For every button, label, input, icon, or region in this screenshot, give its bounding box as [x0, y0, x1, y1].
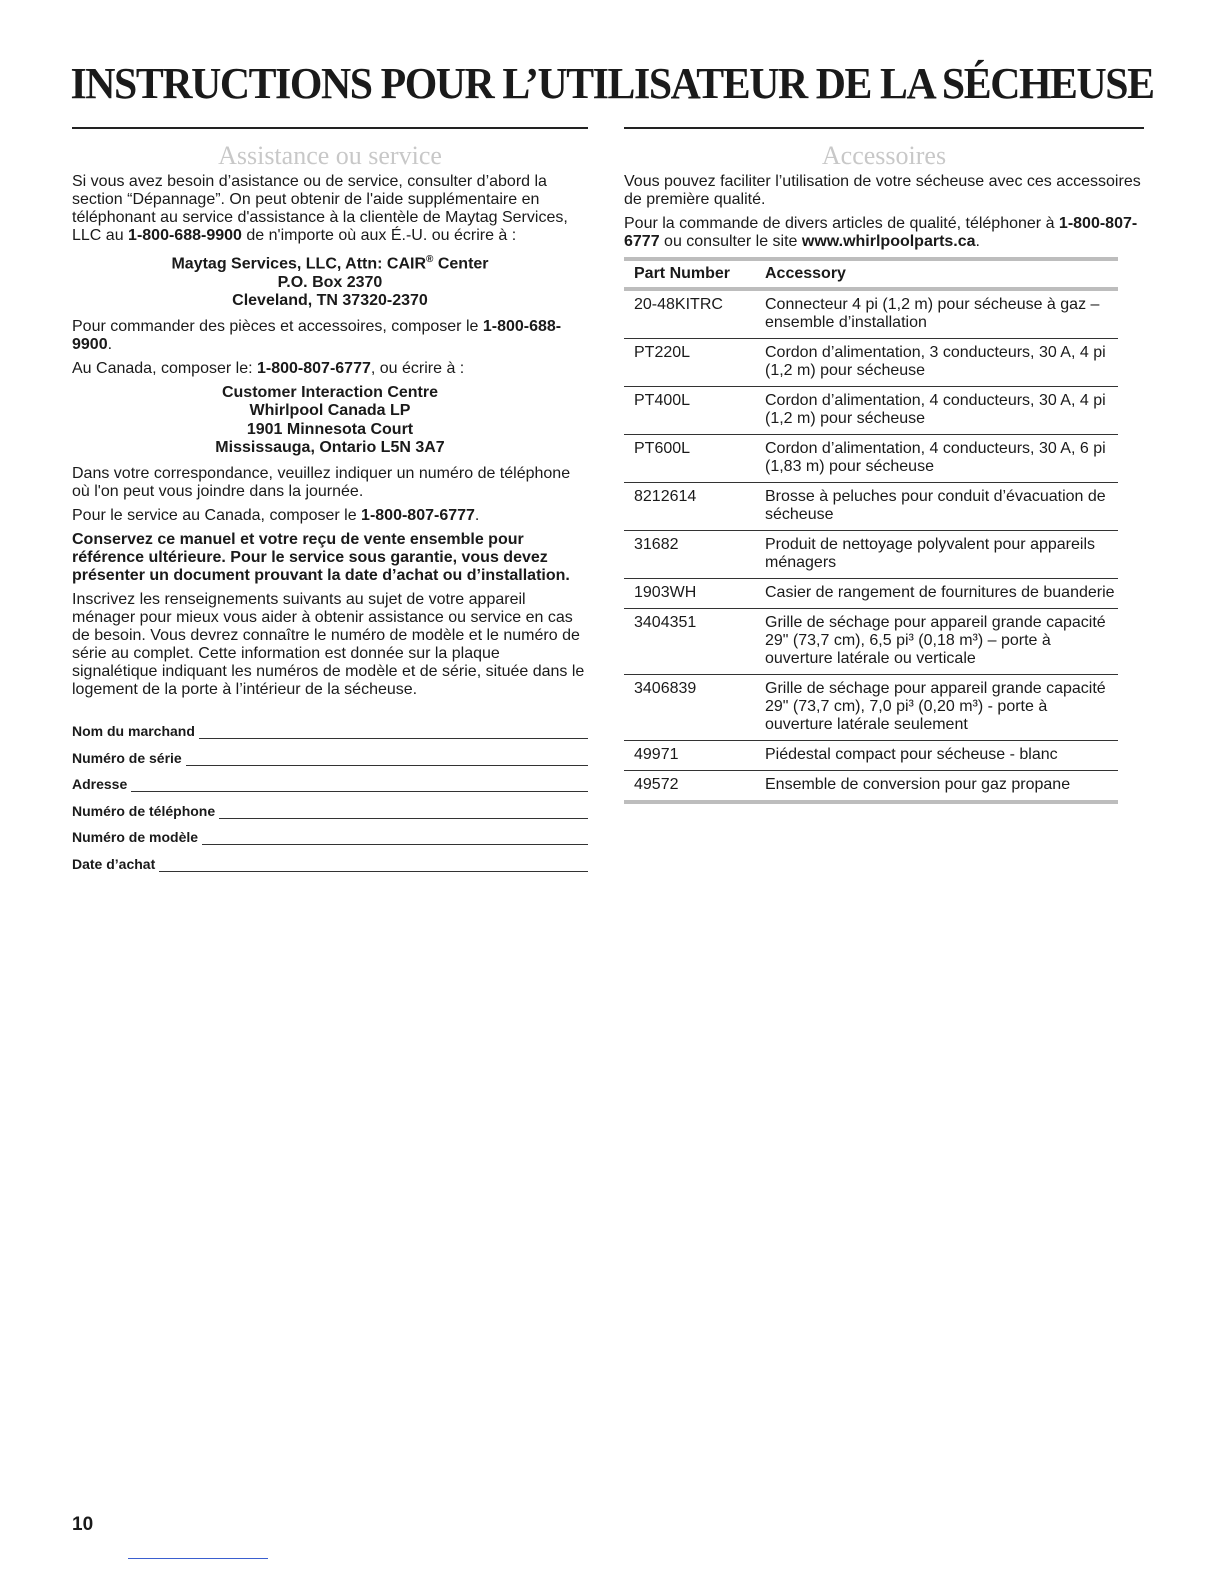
table-row [624, 579, 1118, 609]
address-line: Customer Interaction Centre [221, 383, 439, 401]
keep-manual-note: Conservez ce manuel et votre reçu de vente ensemble pour référence ultérieure. Pour le service sous garantie, vous devez présenter un document prouvant la date d’achat ou d’installation. [72, 530, 570, 584]
assistance-section [72, 127, 588, 872]
assistance-heading: Assistance ou service [218, 141, 442, 170]
part-number-cell: 49572 [624, 771, 765, 803]
accessory-cell: Ensemble de conversion pour gaz propane [765, 771, 1118, 803]
footer-line [128, 1558, 268, 1559]
order-text: Pour la commande de divers articles de qualité, téléphoner à [624, 215, 1059, 232]
accessory-cell: Casier de rangement de fournitures de buanderie [765, 579, 1118, 609]
order-phone: 1-800-688-9900 [72, 317, 562, 353]
order-parts-text [72, 318, 588, 354]
accessory-cell: Brosse à peluches pour conduit d’évacuation de sécheuse [765, 483, 1118, 531]
registered-mark: ® [426, 254, 434, 265]
accessory-cell: Piédestal compact pour sécheuse - blanc [765, 741, 1118, 771]
write-line[interactable] [186, 751, 588, 766]
order-text: Pour commander des pièces et accessoires, composer le [72, 317, 483, 335]
header-accessory: Accessory [765, 259, 1118, 289]
part-number-cell: PT400L [624, 387, 765, 435]
write-line[interactable] [159, 857, 588, 872]
section-rule [72, 127, 588, 129]
order-text-end: . [975, 233, 980, 250]
accessories-phone: 1-800-807-6777 [624, 215, 1138, 250]
page-title: INSTRUCTIONS POUR L’UTILISATEUR DE LA SÉCHEUSE [70, 59, 1154, 108]
accessory-cell: Grille de séchage pour appareil grande capacité 29" (73,7 cm), 6,5 pi³ (0,18 m³) – porte à ouverture latérale ou verticale [765, 609, 1118, 675]
write-line[interactable] [199, 724, 588, 739]
table-row [624, 609, 1118, 675]
maytag-address [72, 251, 588, 311]
section-rule [624, 127, 1144, 129]
accessories-order-text [624, 215, 1144, 251]
field-label: Adresse [72, 776, 128, 793]
write-line[interactable] [219, 804, 588, 819]
service-canada-text [72, 507, 588, 525]
table-row [624, 771, 1118, 803]
accessories-intro: Vous pouvez faciliter l’utilisation de votre sécheuse avec ces accessoires de première qualité. [624, 173, 1141, 208]
intro-text-end: de n'importe où aux É.-U. ou écrire à : [241, 227, 517, 244]
service-canada-end: . [474, 506, 480, 524]
part-number-cell: 49971 [624, 741, 765, 771]
correspondence-text: Dans votre correspondance, veuillez indiquer un numéro de téléphone où l'on peut vous joindre dans la journée. [72, 464, 571, 500]
part-number-cell: 20-48KITRC [624, 289, 765, 339]
address-line: Cleveland, TN 37320-2370 [232, 292, 428, 310]
field-phone-number[interactable] [72, 792, 588, 819]
field-serial-number[interactable] [72, 739, 588, 766]
table-row [624, 387, 1118, 435]
order-text-end: . [107, 335, 113, 353]
accessory-cell: Connecteur 4 pi (1,2 m) pour sécheuse à gaz – ensemble d’installation [765, 289, 1118, 339]
field-purchase-date[interactable] [72, 845, 588, 872]
address-line: 1901 Minnesota Court [246, 420, 414, 438]
part-number-cell: 31682 [624, 531, 765, 579]
table-row [624, 531, 1118, 579]
intro-text: Si vous avez besoin d’asistance ou de service, consulter d’abord la section “Dépannage”. On peut obtenir de l'aide supplémentaire en téléphonant au service d'assistance à la clientèle de Maytag Services, LLC au [72, 173, 568, 244]
page-number: 10 [72, 1514, 94, 1535]
table-row [624, 435, 1118, 483]
table-row [624, 483, 1118, 531]
header-part-number: Part Number [624, 259, 765, 289]
service-canada-label: Pour le service au Canada, composer le [72, 506, 362, 524]
field-label: Numéro de modèle [72, 829, 199, 846]
accessory-cell: Grille de séchage pour appareil grande capacité 29" (73,7 cm), 7,0 pi³ (0,20 m³) - porte à ouverture latérale seulement [765, 675, 1118, 741]
part-number-cell: 3406839 [624, 675, 765, 741]
field-label: Date d’achat [72, 855, 156, 872]
record-info-text: Inscrivez les renseignements suivants au sujet de votre appareil ménager pour mieux vous aider à obtenir assistance ou service en cas de besoin. Vous devrez connaître le numéro de modèle et le numéro de série au complet. Cette information est donnée sur la plaque signalétique indiquant les numéros de modèle et de série, située dans le logement de la porte à l’intérieur de la sécheuse. [72, 590, 585, 698]
table-row [624, 289, 1118, 339]
table-row [624, 741, 1118, 771]
maytag-phone: 1-800-688-9900 [128, 227, 242, 244]
part-number-cell: 3404351 [624, 609, 765, 675]
field-label: Numéro de série [72, 749, 182, 766]
accessory-cell: Cordon d’alimentation, 4 conducteurs, 30 A, 6 pi (1,83 m) pour sécheuse [765, 435, 1118, 483]
table-row [624, 675, 1118, 741]
service-canada-phone: 1-800-807-6777 [361, 506, 475, 524]
address-line-end: Center [433, 255, 489, 273]
address-line: Maytag Services, LLC, Attn: CAIR [171, 255, 427, 273]
record-fields [72, 713, 588, 872]
field-address[interactable] [72, 766, 588, 793]
address-line: Mississauga, Ontario L5N 3A7 [215, 439, 445, 457]
address-line: P.O. Box 2370 [277, 273, 383, 291]
part-number-cell: PT220L [624, 339, 765, 387]
assistance-intro [72, 173, 588, 245]
field-label: Numéro de téléphone [72, 802, 216, 819]
accessories-heading: Accessoires [821, 141, 947, 170]
table-header-row [624, 259, 1118, 289]
address-line: Whirlpool Canada LP [249, 402, 411, 420]
table-row [624, 339, 1118, 387]
website-link[interactable]: www.whirlpoolparts.ca [801, 233, 976, 250]
canada-text-end: , ou écrire à : [370, 359, 465, 377]
accessories-section [624, 127, 1144, 804]
order-text-mid: ou consulter le site [659, 233, 802, 250]
field-label: Nom du marchand [72, 723, 195, 740]
accessory-cell: Produit de nettoyage polyvalent pour appareils ménagers [765, 531, 1118, 579]
whirlpool-canada-address [72, 384, 588, 458]
part-number-cell: PT600L [624, 435, 765, 483]
write-line[interactable] [202, 830, 588, 845]
canada-text: Au Canada, composer le: [72, 359, 257, 377]
write-line[interactable] [131, 777, 588, 792]
accessory-cell: Cordon d’alimentation, 3 conducteurs, 30 A, 4 pi (1,2 m) pour sécheuse [765, 339, 1118, 387]
canada-contact-text [72, 360, 588, 378]
field-dealer-name[interactable] [72, 713, 588, 740]
part-number-cell: 1903WH [624, 579, 765, 609]
field-model-number[interactable] [72, 819, 588, 846]
canada-phone: 1-800-807-6777 [257, 359, 371, 377]
part-number-cell: 8212614 [624, 483, 765, 531]
accessories-table [624, 257, 1118, 804]
accessory-cell: Cordon d’alimentation, 4 conducteurs, 30 A, 4 pi (1,2 m) pour sécheuse [765, 387, 1118, 435]
